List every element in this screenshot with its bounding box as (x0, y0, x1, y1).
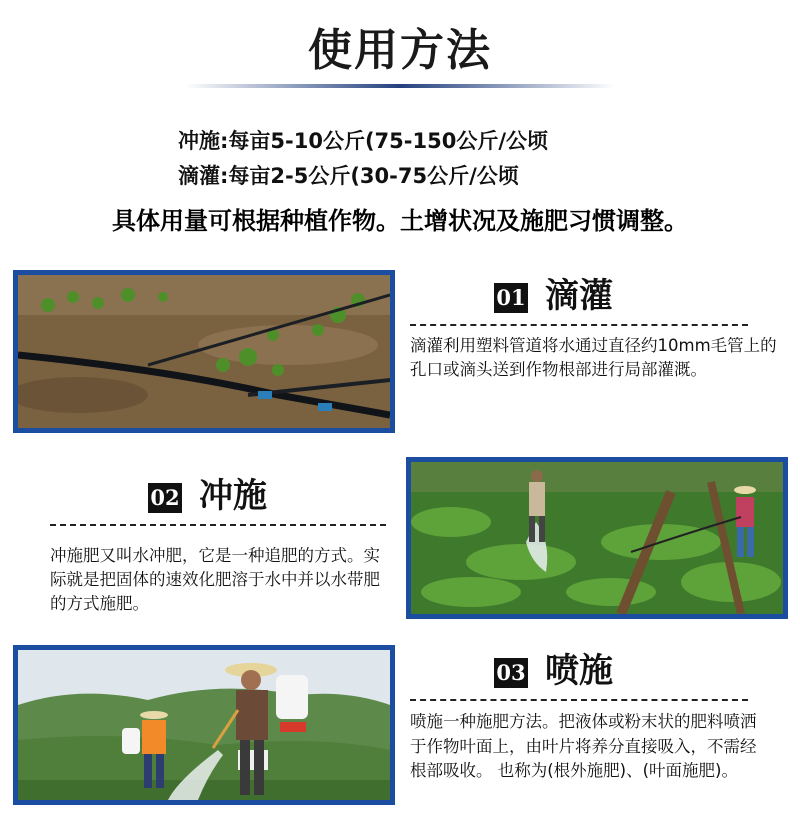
usage-note: 具体用量可根据种植作物。土增状况及施肥习惯调整。 (112, 207, 688, 235)
rate-line-drip: 滴灌:每亩2-5公斤(30-75公斤/公顷 (178, 164, 519, 188)
rate-line-flush: 冲施:每亩5-10公斤(75-150公斤/公顷 (178, 129, 548, 153)
method-number-badge: 02 (148, 483, 182, 513)
method-desc-drip: 滴灌利用塑料管道将水通过直径约10mm毛管上的孔口或滴头送到作物根部进行局部灌溉。 (410, 336, 777, 379)
page-title: 使用方法 (308, 25, 492, 76)
drip-irrigation-photo (13, 270, 395, 433)
method-number-badge: 01 (494, 283, 528, 313)
method-desc-spray: 喷施一种施肥方法。把液体或粉末状的肥料喷洒于作物叶面上，由叶片将养分直接吸入，不需经根部吸收。 也称为(根外施肥)、(叶面施肥)。 (410, 712, 757, 780)
spraying-photo (13, 645, 395, 805)
section-divider (410, 324, 748, 326)
method-name-flush: 冲施 (199, 476, 267, 516)
method-desc-flush: 冲施肥又叫水冲肥，它是一种追肥的方式。实际就是把固体的速效化肥溶于水中并以水带肥的方式施肥。 (50, 546, 380, 613)
method-name-spray: 喷施 (545, 651, 613, 691)
section-divider (410, 699, 748, 701)
method-number-badge: 03 (494, 658, 528, 688)
flush-fertilizing-photo (406, 457, 788, 619)
section-divider (50, 524, 386, 526)
title-underline (185, 84, 615, 88)
method-name-drip: 滴灌 (545, 276, 613, 316)
